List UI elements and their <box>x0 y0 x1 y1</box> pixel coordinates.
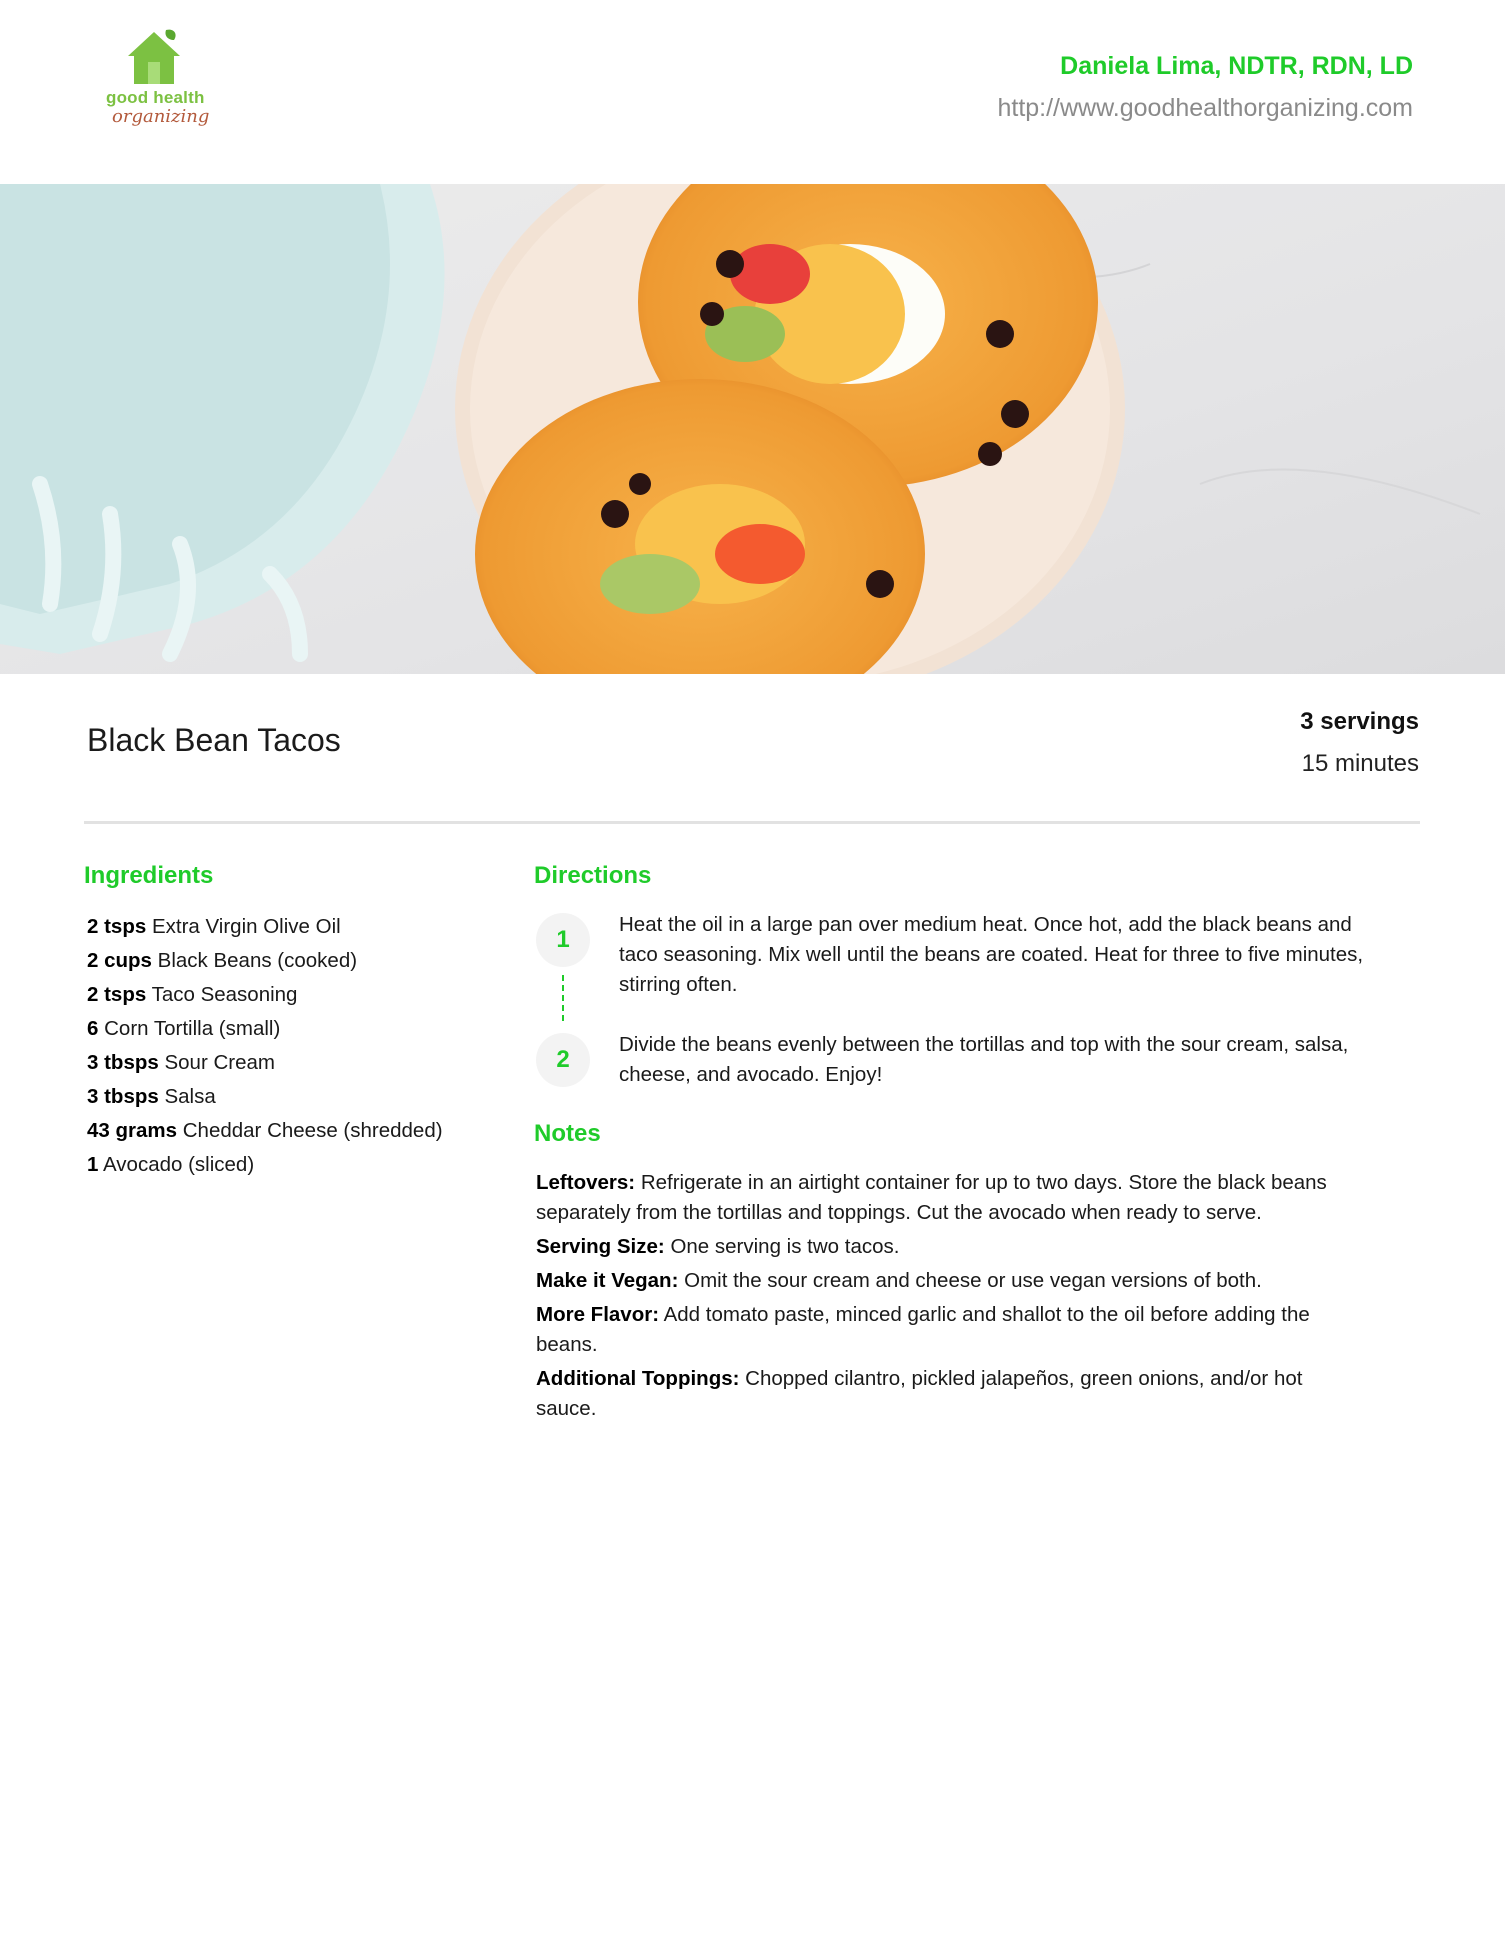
ingredient-name: Extra Virgin Olive Oil <box>151 915 341 938</box>
ingredient-item <box>87 1114 507 1148</box>
note-text: Omit the sour cream and cheese or use vegan versions of both. <box>684 1269 1262 1292</box>
ingredient-item <box>87 910 507 944</box>
ingredient-qty: 43 grams <box>87 1119 178 1142</box>
note-text: Add tomato paste, minced garlic and shallot to the oil before adding the beans. <box>536 1303 1310 1356</box>
ingredient-name: Taco Seasoning <box>151 983 298 1006</box>
ingredient-qty: 3 tbsps <box>87 1051 159 1074</box>
ingredient-name: Avocado (sliced) <box>102 1153 255 1176</box>
ingredients-heading: Ingredients <box>84 862 214 889</box>
step-text: Divide the beans evenly between the tortillas and top with the sour cream, salsa, cheese, and avocado. Enjoy! <box>619 1033 1349 1086</box>
note-item <box>536 1364 1356 1424</box>
notes-list <box>536 1168 1356 1428</box>
logo-text-secondary: organizing <box>112 106 210 127</box>
brand-logo[interactable] <box>92 26 222 142</box>
ingredient-name: Black Beans (cooked) <box>157 949 358 972</box>
step-connector-line <box>562 975 564 1021</box>
recipe-time: 15 minutes <box>1301 750 1419 777</box>
step-number-badge: 2 <box>536 1033 590 1087</box>
website-link[interactable]: http://www.goodhealthorganizing.com <box>997 94 1413 122</box>
page-header <box>0 0 1505 184</box>
directions-heading: Directions <box>534 862 652 889</box>
ingredient-item <box>87 978 507 1012</box>
note-text: Chopped cilantro, pickled jalapeños, green onions, and/or hot sauce. <box>536 1367 1303 1420</box>
step-number-badge: 1 <box>536 913 590 967</box>
section-divider <box>84 821 1420 824</box>
ingredient-name: Cheddar Cheese (shredded) <box>182 1119 443 1142</box>
note-label: Make it Vegan: <box>536 1269 679 1292</box>
note-label: Leftovers: <box>536 1171 636 1194</box>
ingredient-item <box>87 1046 507 1080</box>
ingredient-item <box>87 1148 507 1182</box>
ingredient-item <box>87 944 507 978</box>
author-name: Daniela Lima, NDTR, RDN, LD <box>1060 52 1413 80</box>
ingredient-qty: 3 tbsps <box>87 1085 159 1108</box>
ingredient-name: Salsa <box>164 1085 216 1108</box>
ingredient-qty: 2 tsps <box>87 915 147 938</box>
note-item <box>536 1232 1356 1262</box>
house-leaf-icon <box>122 26 186 90</box>
note-label: More Flavor: <box>536 1303 660 1326</box>
note-text: One serving is two tacos. <box>670 1235 900 1258</box>
logo-text-primary: good health <box>106 88 205 107</box>
recipe-servings: 3 servings <box>1300 708 1419 735</box>
ingredient-item <box>87 1080 507 1114</box>
ingredient-qty: 2 cups <box>87 949 152 972</box>
ingredient-name: Sour Cream <box>164 1051 275 1074</box>
recipe-title: Black Bean Tacos <box>87 722 341 758</box>
note-label: Serving Size: <box>536 1235 665 1258</box>
ingredient-qty: 1 <box>87 1153 99 1176</box>
recipe-hero-image <box>0 184 1505 674</box>
ingredient-name: Corn Tortilla (small) <box>104 1017 281 1040</box>
note-label: Additional Toppings: <box>536 1367 740 1390</box>
note-text: Refrigerate in an airtight container for up to two days. Store the black beans separately from the tortillas and toppings. Cut the avocado when ready to serve. <box>536 1171 1327 1224</box>
ingredient-qty: 6 <box>87 1017 99 1040</box>
note-item <box>536 1168 1356 1228</box>
ingredients-list <box>87 910 507 1182</box>
notes-heading: Notes <box>534 1120 601 1147</box>
note-item <box>536 1300 1356 1360</box>
step-text: Heat the oil in a large pan over medium heat. Once hot, add the black beans and taco seasoning. Mix well until the beans are coated. Heat for three to five minutes, stirring often. <box>619 913 1364 996</box>
note-item <box>536 1266 1356 1296</box>
ingredient-qty: 2 tsps <box>87 983 147 1006</box>
ingredient-item <box>87 1012 507 1046</box>
